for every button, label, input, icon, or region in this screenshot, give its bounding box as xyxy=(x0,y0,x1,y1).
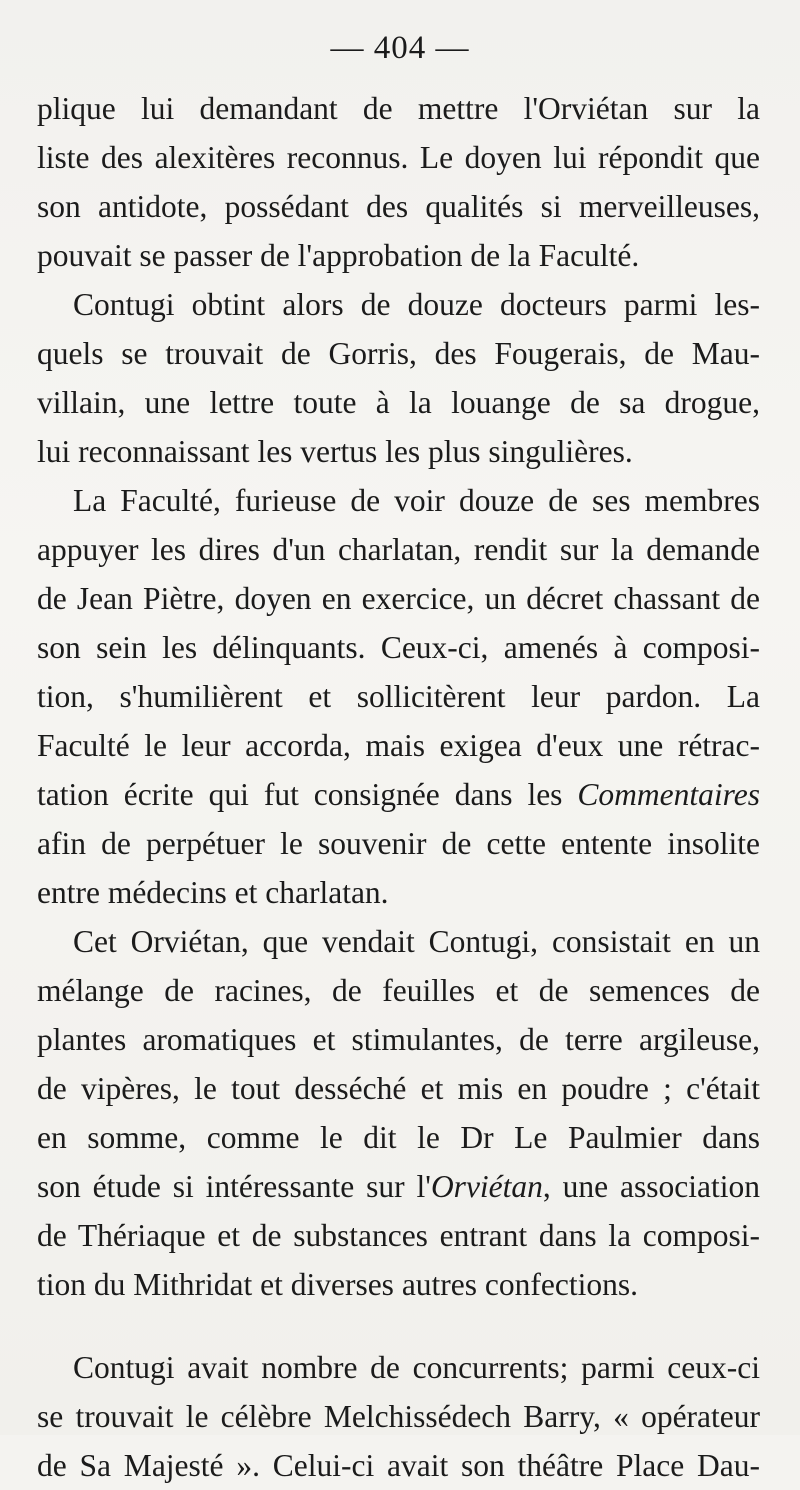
page-number: — 404 — xyxy=(330,30,470,66)
text-line: mélange de racines, de feuilles et de semences de xyxy=(37,973,760,1008)
text-line: quels se trouvait de Gorris, des Fougerais, de Mau- xyxy=(37,336,760,371)
text-line: de Sa Majesté ». Celui-ci avait son théâtre Place Dau- xyxy=(37,1448,760,1483)
text-line: La Faculté, furieuse de voir douze de ses membres xyxy=(73,483,760,518)
italic-title: Orviétan xyxy=(430,1169,543,1204)
text-line: son antidote, possédant des qualités si merveilleuses, xyxy=(37,189,760,224)
text-line: de Jean Piètre, doyen en exercice, un décret chassant de xyxy=(37,581,760,616)
paragraph-gap xyxy=(37,1309,760,1343)
text-line: Faculté le leur accorda, mais exigea d'eux une rétrac- xyxy=(37,728,760,763)
text-line: plantes aromatiques et stimulantes, de terre argileuse, xyxy=(37,1022,760,1057)
text-run: son étude si intéressante sur l' xyxy=(37,1169,431,1204)
text-line: plique lui demandant de mettre l'Orviétan sur la xyxy=(37,91,760,126)
text-line: de vipères, le tout desséché et mis en poudre ; c'était xyxy=(37,1071,760,1106)
text-line: tion, s'humilièrent et sollicitèrent leur pardon. La xyxy=(37,679,760,714)
text-run: , une association xyxy=(542,1169,760,1204)
text-line: villain, une lettre toute à la louange de sa drogue, xyxy=(37,385,760,420)
text-run: tation écrite qui fut consignée dans les xyxy=(37,777,578,812)
text-line xyxy=(37,770,760,819)
text-line: se trouvait le célèbre Melchissédech Barry, « opérateur xyxy=(37,1399,760,1434)
text-line: pouvait se passer de l'approbation de la Faculté. xyxy=(37,238,640,273)
body-text xyxy=(37,84,760,1490)
text-line: tion du Mithridat et diverses autres confections. xyxy=(37,1267,638,1302)
text-line: entre médecins et charlatan. xyxy=(37,875,389,910)
text-line: Cet Orviétan, que vendait Contugi, consistait en un xyxy=(73,924,760,959)
text-line xyxy=(37,1162,760,1211)
text-line: Contugi avait nombre de concurrents; parmi ceux-ci xyxy=(73,1350,760,1385)
italic-title: Commentaires xyxy=(577,777,760,812)
text-line: liste des alexitères reconnus. Le doyen lui répondit que xyxy=(37,140,760,175)
text-line: Contugi obtint alors de douze docteurs parmi les- xyxy=(73,287,760,322)
text-line: en somme, comme le dit le Dr Le Paulmier dans xyxy=(37,1120,760,1155)
text-line: son sein les délinquants. Ceux-ci, amenés à composi- xyxy=(37,630,760,665)
text-line: appuyer les dires d'un charlatan, rendit sur la demande xyxy=(37,532,760,567)
text-line: de Thériaque et de substances entrant dans la composi- xyxy=(37,1218,760,1253)
text-line: lui reconnaissant les vertus les plus singulières. xyxy=(37,434,633,469)
text-line: afin de perpétuer le souvenir de cette entente insolite xyxy=(37,826,760,861)
